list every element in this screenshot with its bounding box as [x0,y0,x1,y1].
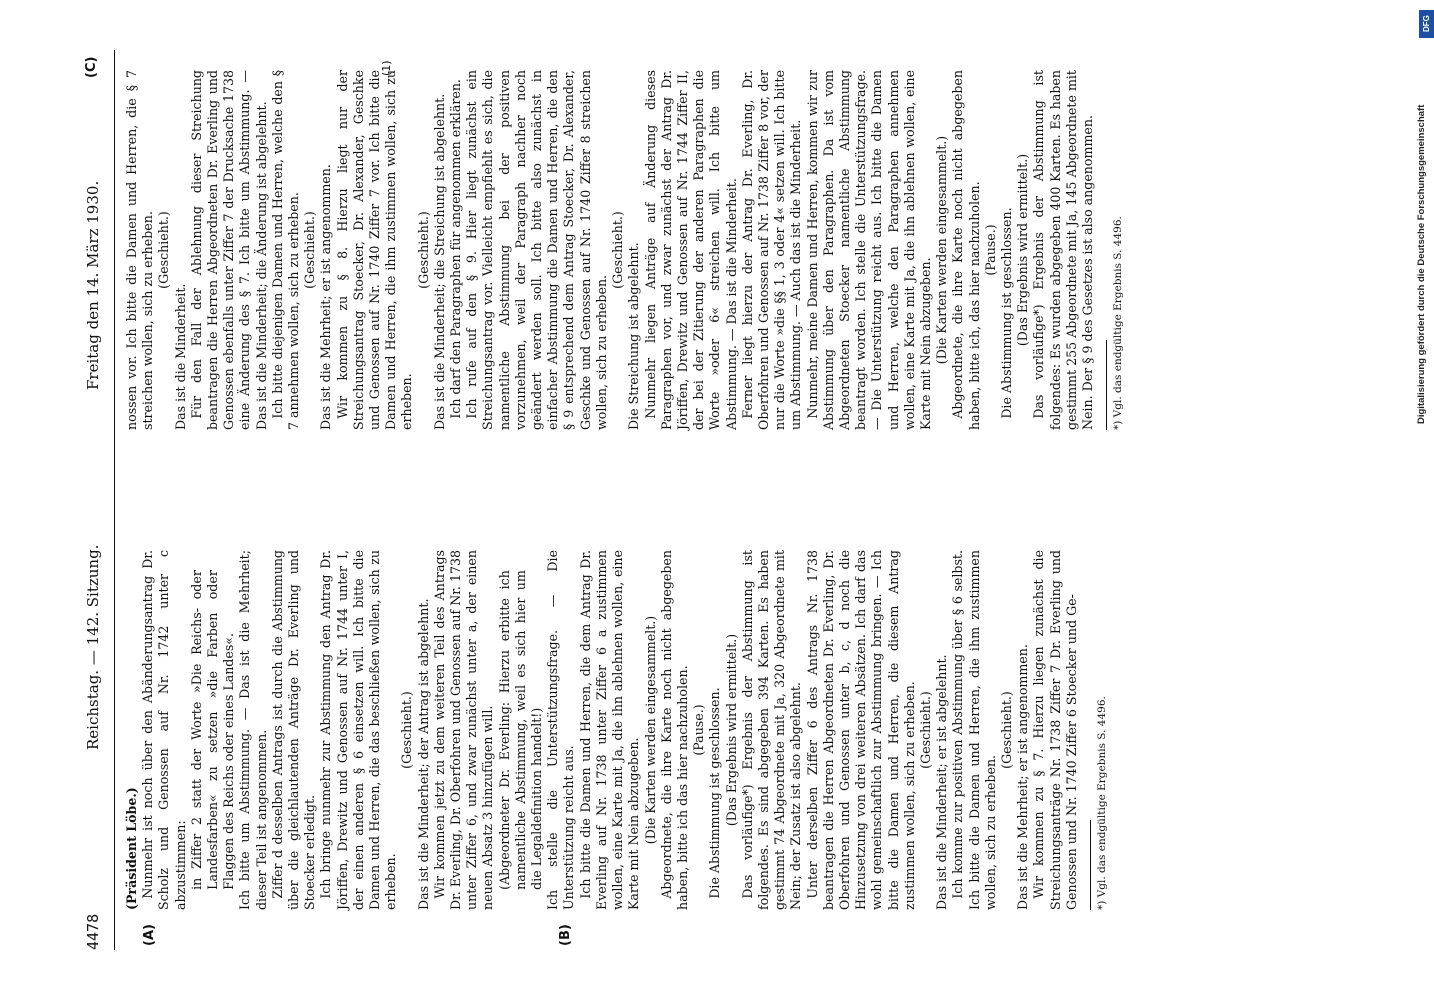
paragraph: Das ist die Minderheit; der Antrag ist abgelehnt. [415,598,431,910]
paragraph: Ziffer d desselben Antrags ist durch die Abstimmung über die gleichlautenden Anträge Dr. Everling und Stoecker erledigt. [269,550,318,910]
session-date: Freitag den 14. März 1930. [84,180,102,390]
paragraph: Abgeordnete, die ihre Karte noch nicht abgegeben haben, bitte ich das hier nachzuholen. [658,550,690,910]
paragraph: Ich bitte die Damen und Herren, die dem Antrag Dr. Everling auf Nr. 1738 unter Ziffer 6 a zustimmen wollen, eine Karte mit Ja, die ihn ablehnen wollen, eine Karte mit Nein abzugeben. [577,550,642,910]
stage-direction: (Geschieht.) [415,211,431,289]
paragraph: Das ist die Minderheit; er ist abgelehnt. [934,654,950,910]
margin-marker-c: (C) [84,56,99,78]
paragraph: Die Abstimmung ist geschlossen. [998,207,1014,419]
paragraph: Ich rufe auf den § 9. Hier liegt zunächst ein Streichungsantrag vor. Vielleicht empfiehlt es sich, die namentliche Abstimmung bei der positiven vorzunehmen, weil der Paragraph nachher noch geändert werden soll. Ich bitte also zunächst in einfacher Abstimmung die Damen und Herren, die den § 9 entsprechend dem Antrag Stoecker, Dr. Alexander, Geschke und Genossen auf Nr. 1740 Ziffer 8 streichen wollen, sich zu erheben. [464,70,609,430]
paragraph: Das vorläufige*) Ergebnis der Abstimmung ist folgendes. Es sind abgegeben 394 Karten. Es haben gestimmt 74 Abgeordnete mit Ja, 320 Abgeordnete mit Nein; der Zusatz ist also abgelehnt. [739,550,804,910]
page-header [80,50,114,950]
margin-note-marker: (1) [380,60,393,76]
header-rule [114,50,115,950]
stage-direction: (Das Ergebnis wird ermittelt.) [723,633,739,827]
paragraph: in Ziffer 2 statt der Worte »Die Reichs- oder Landesfarben« zu setzen »die Farben oder Flaggen des Reichs oder eines Landes«. [188,570,237,890]
paragraph: Wir kommen zu § 7. Hierzu liegen zunächst die Streichungsanträge Nr. 1738 Ziffer 7 Dr. Everling und Genossen und Nr. 1740 Ziffer 6 Stoecker und Ge- [1031,550,1079,910]
left-column [124,550,1109,910]
paragraph: Unter derselben Ziffer 6 des Antrags Nr. 1738 beantragen die Herren Abgeordneten Dr. Everling, Dr. Oberfohren und Genossen unter b, c, d noch die Hinzusetzung von drei weiteren Absätzen. Ich darf das wohl gemeinschaftlich zur Abstimmung bringen. — Ich bitte die Damen und Herren, die diesem Antrag zustimmen wollen, sich zu erheben. [804,550,917,910]
right-column [124,70,1125,430]
paragraph: Die Abstimmung ist geschlossen. [707,687,723,899]
stage-direction: (Geschieht.) [610,211,626,289]
paragraph: Die Streichung ist abgelehnt. [626,242,642,430]
paragraph: Nunmehr liegen Anträge auf Änderung dieses Paragraphen vor, und zwar zunächst der Antrag Dr. Jöriffen, Drewitz und Genossen auf Nr. 1744 Ziffer II, der bei der Zitierung der anderen Paragraphen die Worte »oder 6« streichen will. Ich bitte um Abstimmung. — Das ist die Minderheit. [642,70,739,430]
stage-direction: (Die Karten werden eingesammelt.) [642,615,658,845]
paragraph: Das vorläufige*) Ergebnis der Abstimmung ist folgendes: Es wurden abgegeben 400 Karten. Es haben gestimmt 255 Abgeordnete mit Ja, 145 Abgeordnete mit Nein. Der § 9 des Gesetzes ist also angenommen. [1031,70,1095,430]
scanned-page [80,50,1280,950]
page-number: 4478 [84,913,102,950]
stage-direction: (Das Ergebnis wird ermittelt.) [1015,153,1031,347]
paragraph: Ich stelle die Unterstützungsfrage. — Die Unterstützung reicht aus. [545,550,577,910]
footnote: *) Vgl. das endgültige Ergebnis S. 4496. [1095,696,1108,910]
margin-marker-a: (A) [142,924,157,946]
paragraph: Ich bringe nunmehr zur Abstimmung den Antrag Dr. Jöriffen, Drewitz und Genossen auf Nr. 1744 unter I, der einen anderen § 6 einsetzen will. Ich bitte die Damen und Herren, die das beschließen wollen, sich zu erheben. [318,550,399,910]
paragraph: Ich bitte um Abstimmung. — Das ist die Mehrheit; dieser Teil ist angenommen. [237,550,269,910]
stage-direction: (Geschieht.) [998,691,1014,769]
footnote-rule [1106,340,1107,430]
paragraph: Wir kommen jetzt zu dem weiteren Teil des Antrags Dr. Everling, Dr. Oberfohren und Genossen auf Nr. 1738 unter Ziffer 6, und zwar zunächst unter a, der einen neuen Absatz 3 hinzufügen will. [431,550,496,910]
paragraph: Ich darf den Paragraphen für angenommen erklären. [448,79,464,419]
paragraph: Das ist die Minderheit; die Streichung ist abgelehnt. [431,93,447,430]
paragraph: Ferner liegt hierzu der Antrag Dr. Everling, Dr. Oberfohren und Genossen auf Nr. 1738 Ziffer 8 vor, der nur die Worte »die §§ 1, 3 oder 4« setzen will. Ich bitte um Abstimmung. — Auch das ist die Minderheit. [739,70,804,430]
paragraph: nossen vor. Ich bitte die Damen und Herren, die § 7 streichen wollen, sich zu erheben. [124,70,156,430]
paragraph: Nunmehr ist noch über den Abänderungsantrag Dr. Scholz und Genossen auf Nr. 1742 unter c abzustimmen: [140,550,188,910]
stage-direction: (Geschieht.) [302,211,318,289]
session-title: Reichstag. — 142. Sitzung. [84,544,102,750]
credit-text: Digitalisierung gefördert durch die Deutsche Forschungsgemeinschaft [1416,104,1427,424]
stage-direction: (Geschieht.) [917,691,933,769]
interjection: (Abgeordneter Dr. Everling: Hierzu erbitte ich namentliche Abstimmung, weil es sich hier um die Legaldefinition handelt!) [496,570,545,890]
stage-direction: (Pause.) [691,704,707,756]
footnote: *) Vgl. das endgültige Ergebnis S. 4496. [1112,216,1125,430]
paragraph: Wir kommen zu § 8. Hierzu liegt nur der Streichungsantrag Stoecker, Dr. Alexander, Geschke und Genossen auf Nr. 1740 Ziffer 7 vor. Ich bitte die Damen und Herren, die ihm zustimmen wollen, sich zu erheben. [334,70,415,430]
paragraph: Das ist die Mehrheit; er ist angenommen. [318,164,334,430]
margin-marker-b: (B) [558,924,573,946]
paragraph: Ich komme zur positiven Abstimmung über § 6 selbst. Ich bitte die Damen und Herren, die ihm zustimmen wollen, sich zu erheben. [950,550,998,910]
stage-direction: (Die Karten werden eingesammelt.) [934,135,950,365]
paragraph: Nunmehr, meine Damen und Herren, kommen wir zur Abstimmung über den Paragraphen. Da ist vom Abgeordneten Stoecker namentliche Abstimmung beantragt worden. Ich stelle die Unterstützungsfrage. — Die Unterstützung reicht aus. Ich bitte die Damen und Herren, welche den Paragraphen annehmen wollen, eine Karte mit Ja, die ihn ablehnen wollen, eine Karte mit Nein abzugeben. [804,70,933,430]
paragraph: Das ist die Mehrheit; er ist angenommen. [1015,644,1031,910]
paragraph: Für den Fall der Ablehnung dieser Streichung beantragen die Herren Abgeordneten Dr. Everling und Genossen ebenfalls unter Ziffer 7 der Drucksache 1738 eine Änderung des § 7. Ich bitte um Abstimmung. — Das ist die Minderheit; die Änderung ist abgelehnt. [188,70,269,430]
paragraph: Das ist die Minderheit. [172,283,188,430]
footnote-rule [1090,820,1091,910]
paragraph: Abgeordnete, die ihre Karte noch nicht abgegeben haben, bitte ich, das hier nachzuholen. [950,70,982,430]
stage-direction: (Geschieht.) [399,691,415,769]
speaker-label: (Präsident Löbe.) [124,787,139,910]
paragraph: Ich bitte diejenigen Damen und Herren, welche den § 7 annehmen wollen, sich zu erheben. [269,70,302,430]
stage-direction: (Pause.) [982,224,998,276]
stage-direction: (Geschieht.) [156,211,172,289]
digitization-credit [1416,8,1434,988]
dfg-logo: DFG [1419,10,1434,38]
